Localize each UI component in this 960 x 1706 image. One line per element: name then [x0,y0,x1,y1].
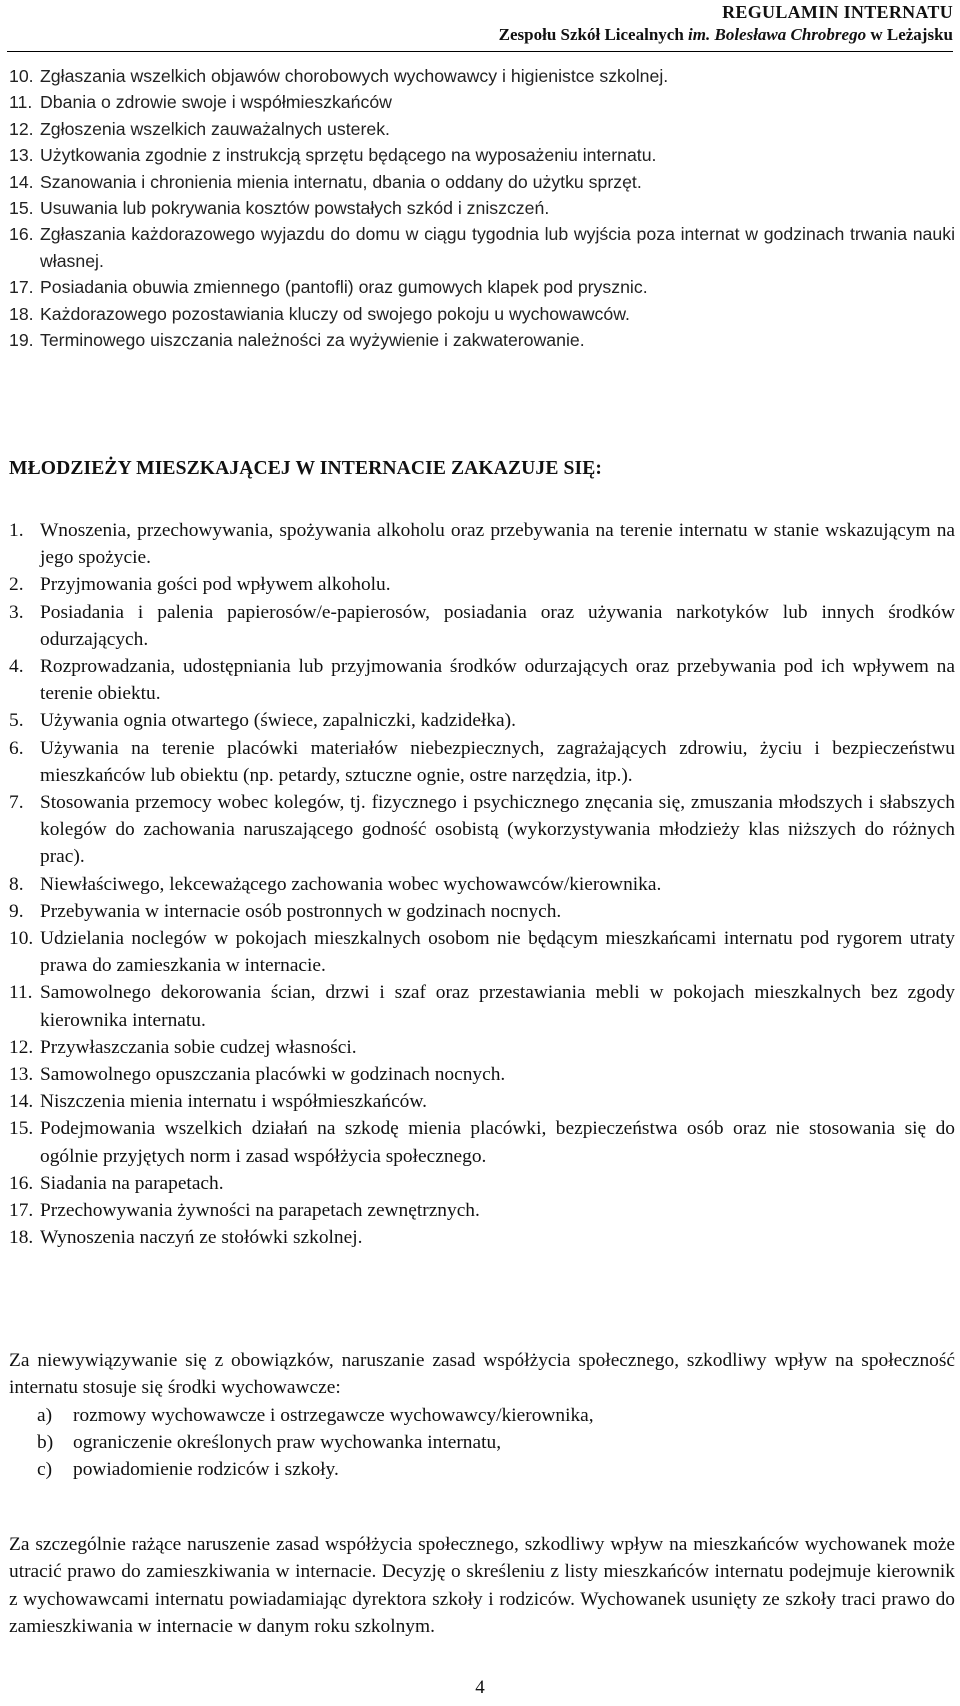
item-text: Dbania o zdrowie swoje i współmieszkańców [40,92,392,113]
list-item [9,89,955,115]
list-item [9,1088,955,1115]
list-item [9,274,955,300]
item-number: 5. [9,710,24,732]
list-item [9,979,955,1033]
list-item [9,517,955,571]
item-text: Posiadania i palenia papierosów/e-papierosów, posiadania oraz używania narkotyków lub innych środków odurzających. [40,601,955,650]
list-item [9,327,955,353]
item-number: 10. [9,928,34,950]
item-number: 6. [9,737,24,759]
item-number: 18. [9,1227,34,1249]
item-text: Samowolnego opuszczania placówki w godzinach nocnych. [40,1064,506,1086]
list-item [37,1456,937,1483]
list-item [9,1061,955,1088]
subtitle-suffix: w Leżajsku [866,25,953,44]
list-item [9,1115,955,1169]
item-text: Stosowania przemocy wobec kolegów, tj. fizycznego i psychicznego znęcania się, zmuszania młodszych i słabszych kolegów do zachowania naruszającego godność osobistą (wykorzystywania młodzieży klas niższych do różnych prac). [40,792,955,868]
item-text: Siadania na parapetach. [40,1172,224,1194]
item-text: Niszczenia mienia internatu i współmieszkańców. [40,1091,427,1113]
item-number: 1. [9,520,24,541]
item-text: Używania na terenie placówki materiałów niebezpiecznych, zagrażających zdrowiu, życiu i bezpieczeństwu mieszkańców lub obiektu (np. petardy, sztuczne ognie, ostre narzędzia, itp.). [40,737,955,786]
item-number: 15. [9,198,34,219]
item-text: Zgłaszania wszelkich objawów chorobowych wychowawcy i higienistce szkolnej. [40,66,669,86]
item-number: 11. [9,982,33,1004]
item-text: Rozprowadzania, udostępniania lub przyjmowania środków odurzających oraz przebywania pod ich wpływem na terenie obiektu. [40,656,955,705]
list-item [9,1224,955,1251]
header-rule [7,51,953,52]
list-item [9,221,955,274]
prohibitions-list [9,517,955,1251]
item-text: Przywłaszczania sobie cudzej własności. [40,1036,357,1058]
subtitle-italic: im. Bolesława Chrobrego [688,25,867,44]
list-item [9,707,955,734]
item-text: rozmowy wychowawcze i ostrzegawcze wychowawcy/kierownika, [73,1405,594,1426]
measures-list [37,1402,937,1484]
item-text: Usuwania lub pokrywania kosztów powstałych szkód i zniszczeń. [40,198,550,219]
list-item [9,599,955,653]
page-number: 4 [475,1677,485,1698]
item-text: Wnoszenia, przechowywania, spożywania alkoholu oraz przebywania na terenie internatu w stanie wskazującym na jego spożycie. [40,520,955,569]
list-item [9,195,955,221]
list-item [9,1034,955,1061]
list-item [37,1429,937,1456]
item-number: 14. [9,1091,34,1113]
item-text: Użytkowania zgodnie z instrukcją sprzętu będącego na wyposażeniu internatu. [40,145,657,166]
section-heading: MŁODZIEŻY MIESZKAJĄCEJ W INTERNACIE ZAKAZUJE SIĘ: [9,458,603,479]
item-number: 15. [9,1118,34,1140]
item-number: 7. [9,792,24,814]
item-letter: b) [37,1432,54,1454]
item-number: 11. [9,92,33,113]
item-number: 14. [9,171,34,192]
item-number: 16. [9,1172,34,1194]
list-item [9,735,955,789]
item-text: Niewłaściwego, lekceważącego zachowania wobec wychowawców/kierownika. [40,873,662,895]
item-number: 2. [9,574,24,596]
item-number: 19. [9,330,34,351]
item-text: Wynoszenia naczyń ze stołówki szkolnej. [40,1227,363,1249]
list-item [9,142,955,168]
list-item [9,789,955,871]
item-text: Szanowania i chronienia mienia internatu, dbania o oddany do użytku sprzęt. [40,171,642,192]
list-item [9,169,955,195]
list-item [9,63,955,89]
list-item [9,116,955,142]
measures-intro: Za niewywiązywanie się z obowiązków, naruszanie zasad współżycia społecznego, szkodliwy wpływ na społeczność internatu stosuje się środki wychowawcze: [9,1350,955,1399]
item-number: 4. [9,656,24,678]
item-text: Przebywania w internacie osób postronnych w godzinach nocnych. [40,900,562,922]
list-item [9,653,955,707]
item-text: Podejmowania wszelkich działań na szkodę mienia placówki, bezpieczeństwa osób oraz nie stosowania się do ogólnie przyjętych norm i zasad współżycia społecznego. [40,1118,955,1167]
list-item [9,1170,955,1197]
list-item [9,925,955,979]
item-number: 13. [9,1064,34,1086]
item-text: Zgłaszania każdorazowego wyjazdu do domu w ciągu tygodnia lub wyjścia poza internat w godzinach trwania nauki własnej. [40,224,955,271]
item-text: Używania ognia otwartego (świece, zapalniczki, kadzidełka). [40,710,516,732]
page-header [499,0,953,46]
item-text: Przechowywania żywności na parapetach zewnętrznych. [40,1200,480,1222]
item-number: 10. [9,66,34,86]
item-number: 12. [9,1036,34,1058]
document-title: REGULAMIN INTERNATU [722,2,953,22]
list-item [37,1402,937,1429]
item-number: 8. [9,873,24,895]
obligations-list [9,63,955,353]
item-text: Każdorazowego pozostawiania kluczy od swojego pokoju u wychowawców. [40,303,630,324]
item-number: 17. [9,277,34,298]
item-number: 12. [9,118,34,139]
item-number: 16. [9,224,34,245]
item-text: Zgłoszenia wszelkich zauważalnych usterek. [40,118,390,139]
subtitle-prefix: Zespołu Szkół Licealnych [498,25,689,44]
list-item [9,571,955,598]
list-item [9,898,955,925]
item-text: Przyjmowania gości pod wpływem alkoholu. [40,574,391,596]
item-letter: a) [37,1405,53,1426]
item-text: Udzielania noclegów w pokojach mieszkalnych osobom nie będącym mieszkańcami internatu pod rygorem utraty prawa do zamieszkania w internacie. [40,928,955,977]
list-item [9,301,955,327]
item-text: Posiadania obuwia zmiennego (pantofli) oraz gumowych klapek pod prysznic. [40,277,648,298]
item-number: 17. [9,1200,34,1222]
document-subtitle [499,24,953,46]
item-letter: c) [37,1459,53,1481]
item-number: 9. [9,900,24,922]
final-paragraph: Za szczególnie rażące naruszenie zasad współżycia społecznego, szkodliwy wpływ na mieszkańców wychowanek może utracić prawo do zamieszkiwania w internacie. Decyzję o skreśleniu z listy mieszkańców internatu podejmuje kierownik z wychowawcami internatu powiadamiając dyrektora szkoły i rodziców. Wychowanek usunięty ze szkoły traci prawo do zamieszkiwania w internacie w danym roku szkolnym. [9,1534,955,1638]
item-text: Samowolnego dekorowania ścian, drzwi i szaf oraz przestawiania mebli w pokojach mieszkalnych bez zgody kierownika internatu. [40,982,955,1031]
item-text: Terminowego uiszczania należności za wyżywienie i zakwaterowanie. [40,330,585,351]
item-number: 3. [9,601,24,623]
list-item [9,871,955,898]
item-number: 13. [9,145,34,166]
list-item [9,1197,955,1224]
item-number: 18. [9,303,34,324]
item-text: ograniczenie określonych praw wychowanka internatu, [73,1432,502,1454]
item-text: powiadomienie rodziców i szkoły. [73,1459,339,1481]
